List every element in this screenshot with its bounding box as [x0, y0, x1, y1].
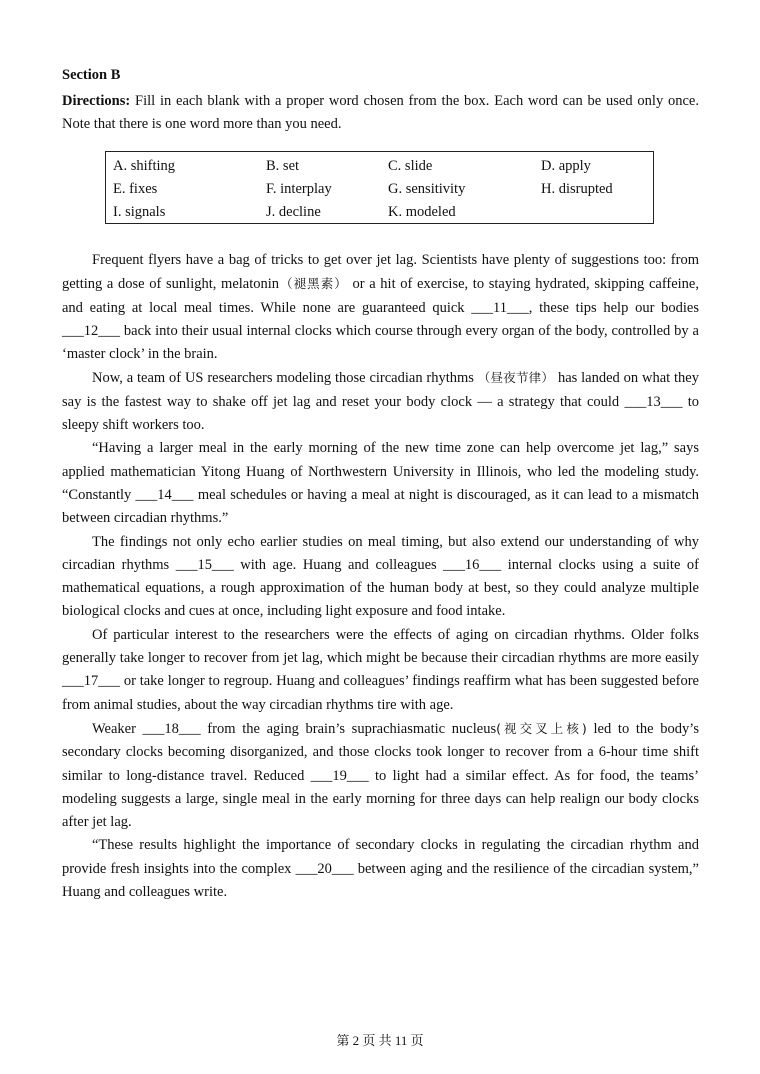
passage-paragraph — [62, 834, 699, 904]
word-option: F. interplay — [266, 181, 332, 197]
word-option: E. fixes — [113, 181, 158, 197]
passage — [62, 249, 699, 904]
paragraph-text: has landed on what they say is the fastest way to shake off jet lag and reset your body clock — a strategy that could ___13___ to sleepy shift workers too. — [62, 370, 699, 434]
paragraph-text: Now, a team of US researchers modeling those circadian rhythms — [92, 370, 478, 387]
passage-paragraph — [62, 366, 699, 437]
directions-text: Fill in each blank with a proper word chosen from the box. Each word can be used only once. Note that there is one word more than you need. — [62, 93, 699, 132]
paragraph-text: Weaker ___18___ from the aging brain’s suprachiasmatic nucleus — [92, 720, 497, 737]
paragraph-text: “These results highlight the importance of secondary clocks in regulating the circadian rhythm and provide fresh insights into the complex ___20___ between aging and the resilience of the circadian system,” Huang and colleagues write. — [62, 837, 699, 901]
word-option: D. apply — [541, 158, 591, 174]
directions-label: Directions: — [62, 93, 131, 109]
page-footer: 第 2 页 共 11 页 — [336, 1033, 424, 1048]
passage-paragraph — [62, 624, 699, 717]
passage-paragraph — [62, 531, 699, 624]
section-title: Section B — [62, 67, 121, 83]
chinese-gloss: （昼夜节律） — [477, 370, 555, 386]
directions — [62, 90, 699, 136]
paragraph-text: or a hit of exercise, to staying hydrated, skipping caffeine, and eating at local meal times. While none are guaranteed quick ___11___, these tips help our bodies ___12___ back into their usual internal clocks which course through every organ of the body, controlled by a ‘master clock’ in the brain. — [62, 276, 699, 363]
passage-paragraph — [62, 249, 699, 366]
word-option: A. shifting — [113, 158, 176, 174]
word-option: B. set — [266, 158, 300, 174]
word-box — [105, 151, 654, 224]
word-option: K. modeled — [388, 204, 456, 220]
paragraph-text: led to the body’s secondary clocks becoming disorganized, and those clocks took longer to recover from a 6-hour time shift similar to long-distance travel. Reduced ___19___ to light had a similar effect. As for food, the teams’ modeling suggests a large, single meal in the early morning for three days can help realign our body clocks after jet lag. — [62, 720, 699, 831]
page-content — [62, 66, 699, 904]
paragraph-text: The findings not only echo earlier studies on meal timing, but also extend our understanding of why circadian rhythms ___15___ with age. Huang and colleagues ___16___ internal clocks using a suite of mathematical equations, a rough approximation of the human body at best, so they could analyze multiple biological clocks and cues at once, including light exposure and food intake. — [62, 533, 699, 620]
word-option: H. disrupted — [541, 181, 613, 197]
word-option: J. decline — [266, 204, 321, 220]
passage-paragraph — [62, 717, 699, 834]
paragraph-text: Of particular interest to the researchers were the effects of aging on circadian rhythms. Older folks generally take longer to recover from jet lag, which might be because their circadian rhythms are more easily ___17___ or take longer to regroup. Huang and colleagues’ findings reaffirm what has been suggested before from animal studies, about the way circadian rhythms tire with age. — [62, 626, 699, 713]
word-option: C. slide — [388, 158, 433, 174]
paragraph-text: “Having a larger meal in the early morning of the new time zone can help overcome jet lag,” says applied mathematician Yitong Huang of Northwestern University in Illinois, who led the modeling study. “Constantly ___14___ meal schedules or having a meal at night is discouraged, as it can lead to a mismatch between circadian rhythms.” — [62, 440, 699, 527]
word-option: G. sensitivity — [388, 181, 466, 197]
chinese-gloss: (视交叉上核) — [496, 720, 587, 736]
word-option: I. signals — [113, 204, 166, 220]
word-grid — [113, 155, 653, 224]
chinese-gloss: （褪黑素） — [279, 276, 348, 292]
passage-paragraph — [62, 437, 699, 530]
paragraph-text: Frequent flyers have a bag of tricks to get over jet lag. Scientists have plenty of suggestions too: from getting a dose of sunlight, melatonin — [62, 252, 699, 293]
